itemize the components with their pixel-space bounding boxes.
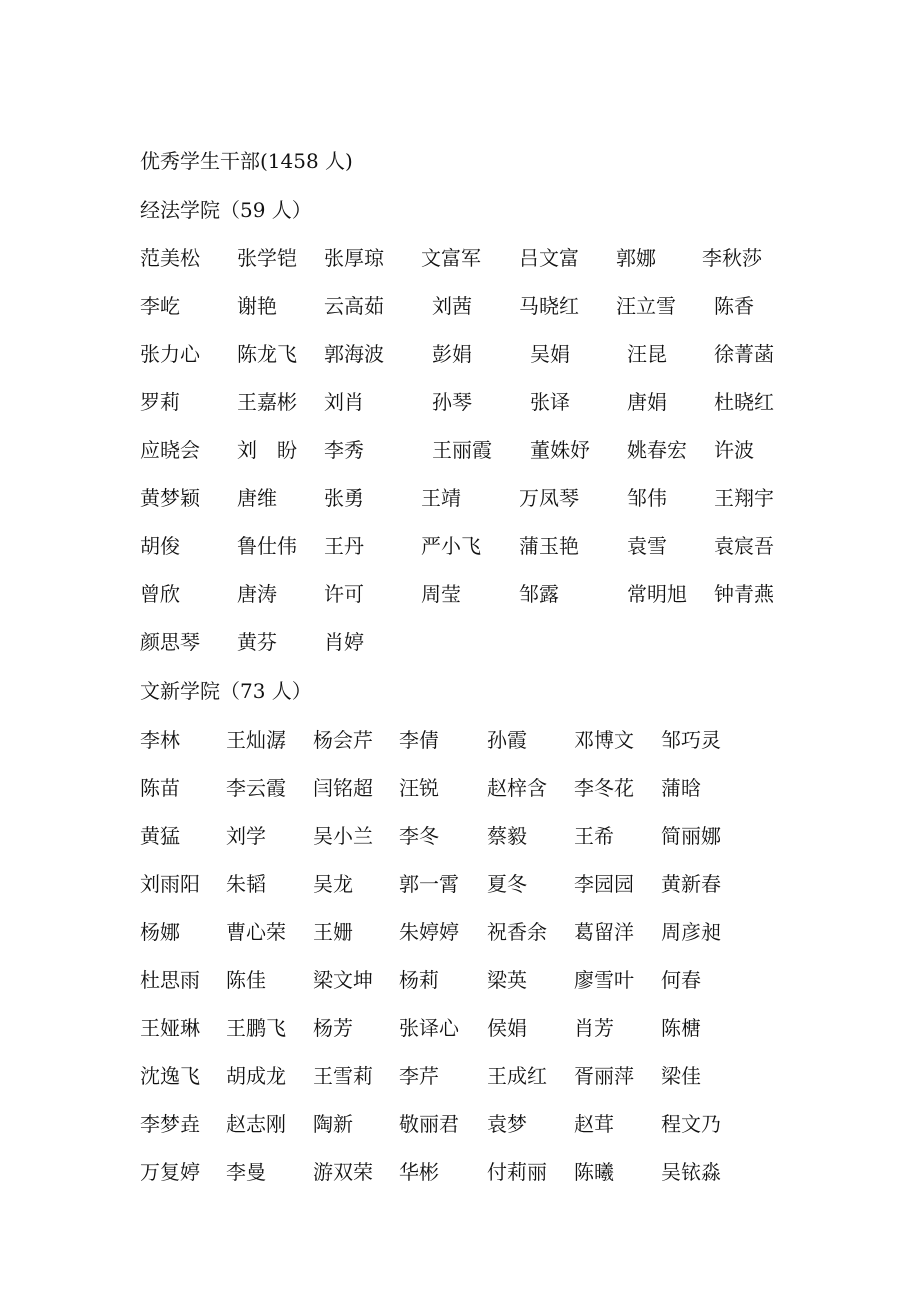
student-name: 王希 bbox=[574, 824, 614, 848]
student-name: 云高茹 bbox=[324, 294, 384, 318]
student-name: 鲁仕伟 bbox=[237, 534, 297, 558]
student-name: 王姗 bbox=[313, 920, 353, 944]
student-name: 袁梦 bbox=[487, 1112, 527, 1136]
student-name: 张勇 bbox=[324, 486, 364, 510]
student-name: 曹心荣 bbox=[226, 920, 286, 944]
student-name: 陈曦 bbox=[574, 1160, 614, 1184]
section-heading: 文新学院（73 人） bbox=[140, 679, 312, 703]
student-name: 李园园 bbox=[574, 872, 634, 896]
student-name: 颜思琴 bbox=[140, 630, 200, 654]
student-name: 杜思雨 bbox=[140, 968, 200, 992]
student-name: 祝香余 bbox=[487, 920, 547, 944]
name-row bbox=[0, 435, 920, 465]
student-name: 黄芬 bbox=[237, 630, 277, 654]
student-name: 蒲玉艳 bbox=[519, 534, 579, 558]
student-name: 孙霞 bbox=[487, 728, 527, 752]
student-name: 杨娜 bbox=[140, 920, 180, 944]
student-name: 徐菁菡 bbox=[714, 342, 774, 366]
student-name: 赵茸 bbox=[574, 1112, 614, 1136]
name-row bbox=[0, 869, 920, 899]
student-name: 胡俊 bbox=[140, 534, 180, 558]
student-name: 李秋莎 bbox=[702, 246, 762, 270]
name-row bbox=[0, 917, 920, 947]
student-name: 侯娟 bbox=[487, 1016, 527, 1040]
student-name: 张厚琼 bbox=[324, 246, 384, 270]
student-name: 周莹 bbox=[421, 582, 461, 606]
student-name: 朱婷婷 bbox=[399, 920, 459, 944]
student-name: 唐娟 bbox=[627, 390, 667, 414]
student-name: 陈香 bbox=[714, 294, 754, 318]
student-name: 黄猛 bbox=[140, 824, 180, 848]
student-name: 罗莉 bbox=[140, 390, 180, 414]
student-name: 杨莉 bbox=[399, 968, 439, 992]
student-name: 肖婷 bbox=[324, 630, 364, 654]
student-name: 杜晓红 bbox=[714, 390, 774, 414]
name-row bbox=[0, 1061, 920, 1091]
student-name: 何春 bbox=[661, 968, 701, 992]
student-name: 李倩 bbox=[399, 728, 439, 752]
student-name: 万凤琴 bbox=[519, 486, 579, 510]
name-row bbox=[0, 965, 920, 995]
student-name: 吴龙 bbox=[313, 872, 353, 896]
student-name: 廖雪叶 bbox=[574, 968, 634, 992]
student-name: 朱韬 bbox=[226, 872, 266, 896]
student-name: 马晓红 bbox=[519, 294, 579, 318]
student-name: 应晓会 bbox=[140, 438, 200, 462]
name-row bbox=[0, 339, 920, 369]
student-name: 肖芳 bbox=[574, 1016, 614, 1040]
student-name: 唐维 bbox=[237, 486, 277, 510]
student-name: 黄新春 bbox=[661, 872, 721, 896]
name-row bbox=[0, 531, 920, 561]
name-row bbox=[0, 627, 920, 657]
student-name: 严小飞 bbox=[421, 534, 481, 558]
student-name: 蔡毅 bbox=[487, 824, 527, 848]
student-name: 刘学 bbox=[226, 824, 266, 848]
student-name: 黄梦颖 bbox=[140, 486, 200, 510]
student-name: 张译 bbox=[530, 390, 570, 414]
student-name: 陈苗 bbox=[140, 776, 180, 800]
student-name: 李芹 bbox=[399, 1064, 439, 1088]
student-name: 吴小兰 bbox=[313, 824, 373, 848]
student-name: 刘 盼 bbox=[237, 438, 297, 462]
name-row bbox=[0, 1157, 920, 1187]
student-name: 周彦昶 bbox=[661, 920, 721, 944]
student-name: 汪锐 bbox=[399, 776, 439, 800]
student-name: 王鹏飞 bbox=[226, 1016, 286, 1040]
student-name: 胡成龙 bbox=[226, 1064, 286, 1088]
student-name: 程文乃 bbox=[661, 1112, 721, 1136]
student-name: 谢艳 bbox=[237, 294, 277, 318]
student-name: 许波 bbox=[714, 438, 754, 462]
student-name: 游双荣 bbox=[313, 1160, 373, 1184]
student-name: 邓博文 bbox=[574, 728, 634, 752]
student-name: 闫铭超 bbox=[313, 776, 373, 800]
student-name: 葛留洋 bbox=[574, 920, 634, 944]
student-name: 吴铱淼 bbox=[661, 1160, 721, 1184]
student-name: 文富军 bbox=[421, 246, 481, 270]
name-row bbox=[0, 1013, 920, 1043]
section-heading: 经法学院（59 人） bbox=[140, 198, 312, 222]
student-name: 钟青燕 bbox=[714, 582, 774, 606]
student-name: 王靖 bbox=[421, 486, 461, 510]
student-name: 王娅琳 bbox=[140, 1016, 200, 1040]
student-name: 华彬 bbox=[399, 1160, 439, 1184]
student-name: 梁文坤 bbox=[313, 968, 373, 992]
student-name: 汪昆 bbox=[627, 342, 667, 366]
student-name: 李林 bbox=[140, 728, 180, 752]
student-name: 梁佳 bbox=[661, 1064, 701, 1088]
student-name: 陈佳 bbox=[226, 968, 266, 992]
name-row bbox=[0, 483, 920, 513]
student-name: 吴娟 bbox=[530, 342, 570, 366]
student-name: 李冬花 bbox=[574, 776, 634, 800]
student-name: 曾欣 bbox=[140, 582, 180, 606]
name-row bbox=[0, 387, 920, 417]
student-name: 杨芳 bbox=[313, 1016, 353, 1040]
student-name: 郭海波 bbox=[324, 342, 384, 366]
student-name: 张学铠 bbox=[237, 246, 297, 270]
student-name: 汪立雪 bbox=[616, 294, 676, 318]
name-row bbox=[0, 579, 920, 609]
name-row bbox=[0, 725, 920, 755]
student-name: 邹伟 bbox=[627, 486, 667, 510]
student-name: 王翔宇 bbox=[714, 486, 774, 510]
student-name: 邹露 bbox=[519, 582, 559, 606]
student-name: 袁宸吾 bbox=[714, 534, 774, 558]
student-name: 董姝妤 bbox=[530, 438, 590, 462]
student-name: 敬丽君 bbox=[399, 1112, 459, 1136]
student-name: 王丹 bbox=[324, 534, 364, 558]
student-name: 李曼 bbox=[226, 1160, 266, 1184]
student-name: 唐涛 bbox=[237, 582, 277, 606]
student-name: 许可 bbox=[324, 582, 364, 606]
student-name: 王丽霞 bbox=[432, 438, 492, 462]
student-name: 刘肖 bbox=[324, 390, 364, 414]
student-name: 杨会芹 bbox=[313, 728, 373, 752]
student-name: 赵梓含 bbox=[487, 776, 547, 800]
student-name: 孙琴 bbox=[432, 390, 472, 414]
student-name: 李秀 bbox=[324, 438, 364, 462]
student-name: 王成红 bbox=[487, 1064, 547, 1088]
student-name: 陈龙飞 bbox=[237, 342, 297, 366]
name-row bbox=[0, 1109, 920, 1139]
student-name: 胥丽萍 bbox=[574, 1064, 634, 1088]
student-name: 梁英 bbox=[487, 968, 527, 992]
document-title: 优秀学生干部(1458 人) bbox=[140, 149, 353, 173]
student-name: 吕文富 bbox=[519, 246, 579, 270]
student-name: 李梦垚 bbox=[140, 1112, 200, 1136]
student-name: 彭娟 bbox=[432, 342, 472, 366]
student-name: 简丽娜 bbox=[661, 824, 721, 848]
student-name: 王灿潺 bbox=[226, 728, 286, 752]
student-name: 李屹 bbox=[140, 294, 180, 318]
name-row bbox=[0, 773, 920, 803]
student-name: 蒲晗 bbox=[661, 776, 701, 800]
name-row bbox=[0, 243, 920, 273]
student-name: 郭一霄 bbox=[399, 872, 459, 896]
student-name: 邹巧灵 bbox=[661, 728, 721, 752]
name-row bbox=[0, 291, 920, 321]
student-name: 郭娜 bbox=[616, 246, 656, 270]
student-name: 姚春宏 bbox=[627, 438, 687, 462]
student-name: 李冬 bbox=[399, 824, 439, 848]
name-row bbox=[0, 821, 920, 851]
student-name: 王嘉彬 bbox=[237, 390, 297, 414]
student-name: 刘茜 bbox=[432, 294, 472, 318]
student-name: 王雪莉 bbox=[313, 1064, 373, 1088]
student-name: 刘雨阳 bbox=[140, 872, 200, 896]
student-name: 付莉丽 bbox=[487, 1160, 547, 1184]
student-name: 万复婷 bbox=[140, 1160, 200, 1184]
student-name: 陈榶 bbox=[661, 1016, 701, 1040]
student-name: 李云霞 bbox=[226, 776, 286, 800]
student-name: 赵志刚 bbox=[226, 1112, 286, 1136]
student-name: 沈逸飞 bbox=[140, 1064, 200, 1088]
student-name: 常明旭 bbox=[627, 582, 687, 606]
student-name: 陶新 bbox=[313, 1112, 353, 1136]
student-name: 张译心 bbox=[399, 1016, 459, 1040]
student-name: 张力心 bbox=[140, 342, 200, 366]
student-name: 袁雪 bbox=[627, 534, 667, 558]
student-name: 范美松 bbox=[140, 246, 200, 270]
student-name: 夏冬 bbox=[487, 872, 527, 896]
